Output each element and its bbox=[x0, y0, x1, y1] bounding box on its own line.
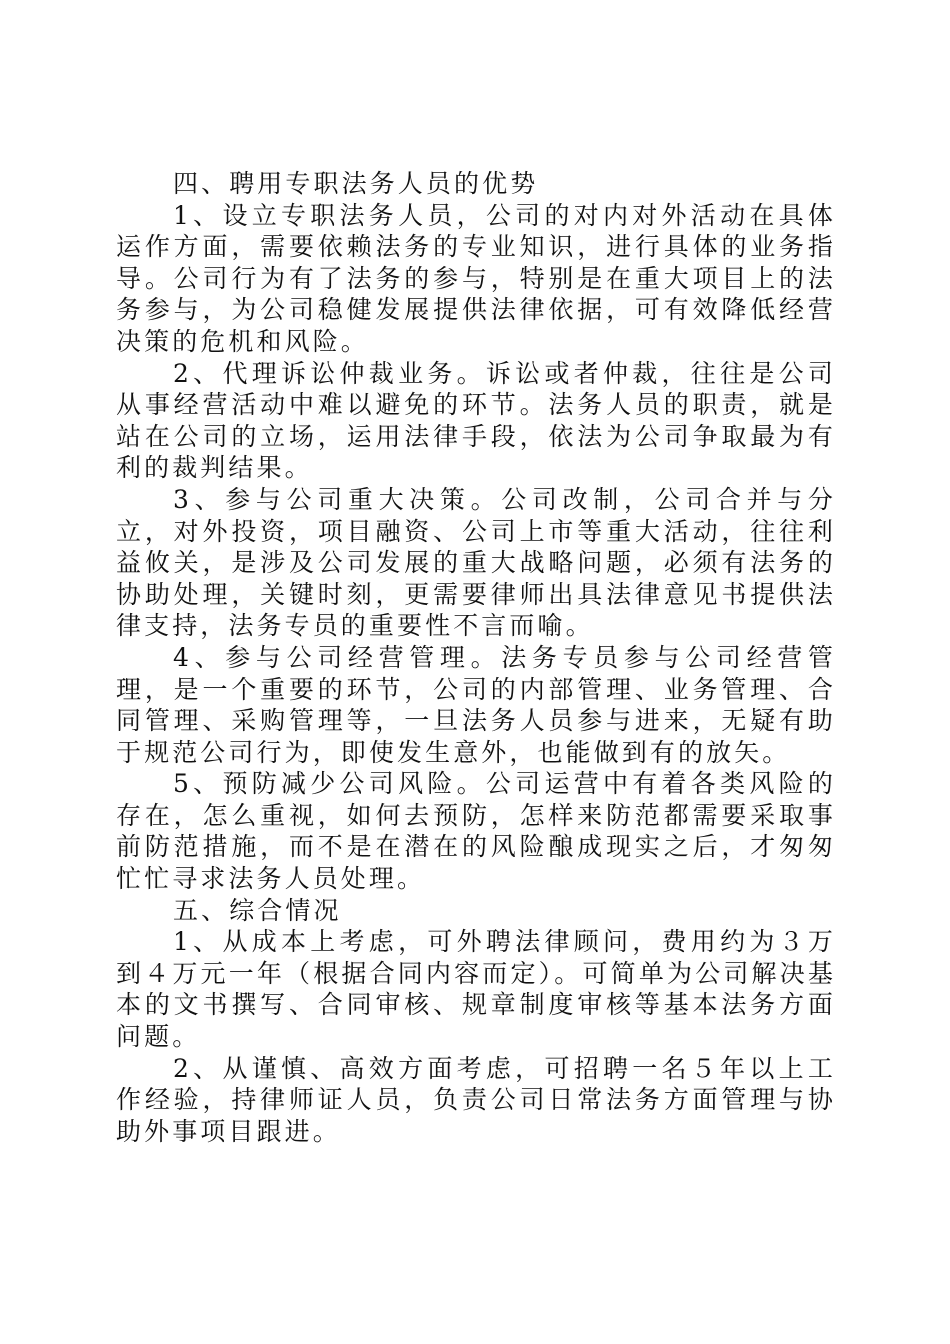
paragraph-advantage-1: 1、设立专职法务人员，公司的对内对外活动在具体运作方面，需要依赖法务的专业知识，进行具体的业务指导。公司行为有了法务的参与，特别是在重大项目上的法务参与，为公司稳健发展提供法律依据，可有效降低经营决策的危机和风险。 bbox=[116, 200, 836, 356]
paragraph-advantage-3: 3、参与公司重大决策。公司改制，公司合并与分立，对外投资，项目融资、公司上市等重大活动，往往利益攸关，是涉及公司发展的重大战略问题，必须有法务的协助处理，关键时刻，更需要律师出具法律意见书提供法律支持，法务专员的重要性不言而喻。 bbox=[116, 484, 836, 641]
paragraph-advantage-4: 4、参与公司经营管理。法务专员参与公司经营管理，是一个重要的环节，公司的内部管理、业务管理、合同管理、采购管理等，一旦法务人员参与进来，无疑有助于规范公司行为，即使发生意外，也能做到有的放矢。 bbox=[116, 642, 836, 767]
section-heading-advantages: 四、聘用专职法务人员的优势 bbox=[173, 169, 539, 198]
paragraph-summary-2: 2、从谨慎、高效方面考虑，可招聘一名５年以上工作经验，持律师证人员，负责公司日常法务方面管理与协助外事项目跟进。 bbox=[116, 1053, 836, 1146]
document-body bbox=[116, 168, 836, 1147]
paragraph-advantage-2: 2、代理诉讼仲裁业务。诉讼或者仲裁，往往是公司从事经营活动中难以避免的环节。法务人员的职责，就是站在公司的立场，运用法律手段，依法为公司争取最为有利的裁判结果。 bbox=[116, 358, 836, 483]
paragraph-summary-1: 1、从成本上考虑，可外聘法律顾问，费用约为３万到４万元一年（根据合同内容而定）。可简单为公司解决基本的文书撰写、合同审核、规章制度审核等基本法务方面问题。 bbox=[116, 927, 836, 1052]
paragraph-advantage-5: 5、预防减少公司风险。公司运营中有着各类风险的存在，怎么重视，如何去预防，怎样来防范都需要采取事前防范措施，而不是在潜在的风险酿成现实之后，才匆匆忙忙寻求法务人员处理。 bbox=[116, 769, 836, 894]
section-heading-summary: 五、综合情况 bbox=[173, 895, 342, 925]
